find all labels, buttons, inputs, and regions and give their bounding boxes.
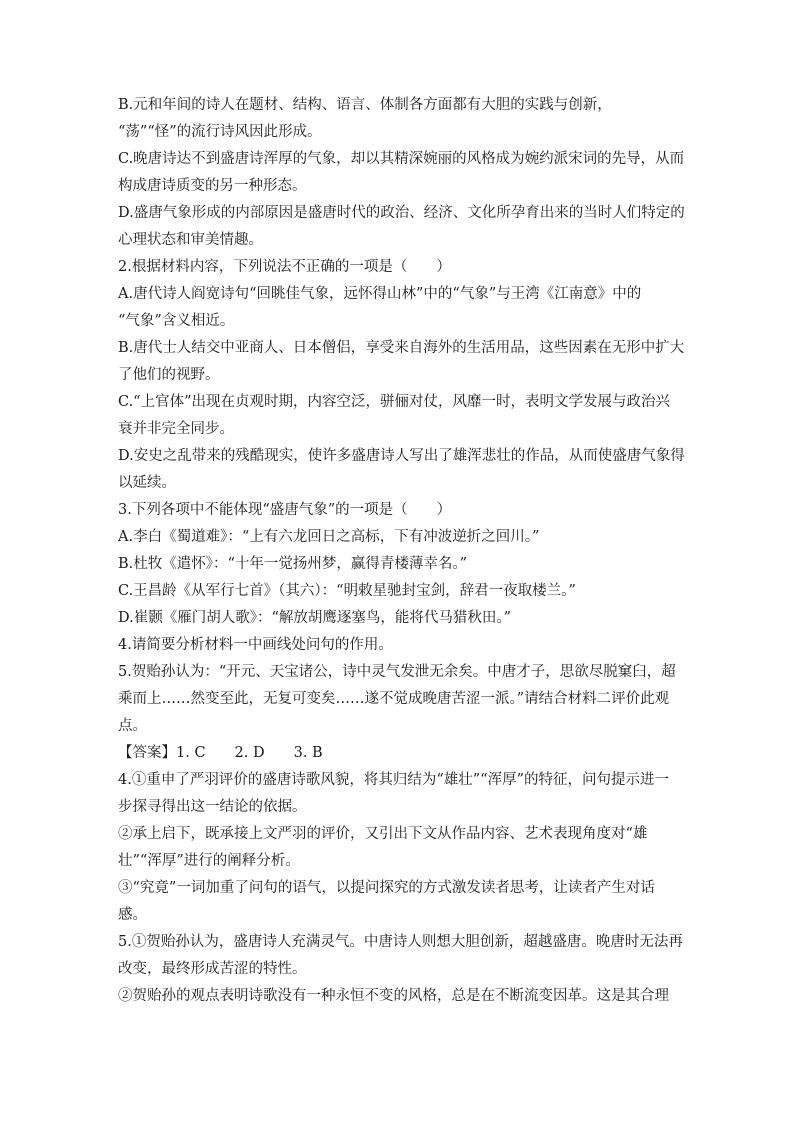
option-c-line-2: 构成唐诗质变的另一种形态。: [118, 178, 307, 194]
q2-option-b-line-1: B.唐代士人结交中亚商人、日本僧侣，享受来自海外的生活用品，这些因素在无形中扩大: [118, 340, 685, 356]
answer-4-point-2-line-2: 壮”“浑厚”进行的阐释分析。: [118, 853, 300, 869]
option-b-line-1: B.元和年间的诗人在题材、结构、语言、体制各方面都有大胆的实践与创新，: [118, 97, 612, 113]
q2-option-c-line-1: C.“上官体”出现在贞观时期，内容空泛，骈俪对仗，风靡一时，表明文学发展与政治兴: [118, 394, 671, 410]
answer-5-point-1-line-1: 5.①贺贻孙认为，盛唐诗人充满灵气。中唐诗人则想大胆创新，超越盛唐。晚唐时无法再: [118, 934, 683, 950]
option-b-line-2: “荡”“怪”的流行诗风因此形成。: [118, 124, 322, 140]
answer-key-line: 【答案】1. C 2. D 3. B: [118, 745, 323, 761]
q2-option-c-line-2: 衰并非完全同步。: [118, 421, 234, 437]
answer-4-point-1-line-1: 4.①重申了严羽评价的盛唐诗歌风貌，将其归结为“雄壮”“浑厚”的特征，问句提示进一: [118, 772, 669, 788]
question-5-line-1: 5.贺贻孙认为：“开元、天宝诸公，诗中灵气发泄无余矣。中唐才子，思欲尽脱窠臼，超: [118, 664, 676, 680]
answer-5-point-2-line-1: ②贺贻孙的观点表明诗歌没有一种永恒不变的风格，总是在不断流变因革。这是其合理: [118, 988, 669, 1004]
question-4-stem: 4.请简要分析材料一中画线处问句的作用。: [118, 637, 393, 653]
q3-option-a: A.李白《蜀道难》：“上有六龙回日之高标，下有冲波逆折之回川。”: [118, 529, 540, 545]
answer-4-point-3-line-2: 感。: [118, 907, 147, 923]
q3-option-c: C.王昌龄《从军行七首》（其六）：“明敕星驰封宝剑，辞君一夜取楼兰。”: [118, 583, 576, 599]
option-d-line-1: D.盛唐气象形成的内部原因是盛唐时代的政治、经济、文化所孕育出来的当时人们特定的: [118, 205, 685, 221]
answer-4-point-1-line-2: 步探寻得出这一结论的依据。: [118, 799, 307, 815]
q2-option-a-line-1: A.唐代诗人阎宽诗句“回眺佳气象，远怀得山林”中的“气象”与王湾《江南意》中的: [118, 286, 642, 302]
q2-option-a-line-2: “气象”含义相近。: [118, 313, 235, 329]
option-c-line-1: C.晚唐诗达不到盛唐诗浑厚的气象，却以其精深婉丽的风格成为婉约派宋词的先导，从而: [118, 151, 685, 167]
answer-5-point-1-line-2: 改变，最终形成苦涩的特性。: [118, 961, 307, 977]
q2-option-b-line-2: 了他们的视野。: [118, 367, 220, 383]
question-5-line-2: 乘而上……然变至此，无复可变矣……遂不觉成晚唐苦涩一派。”请结合材料二评价此观: [118, 691, 670, 707]
q2-option-d-line-1: D.安史之乱带来的残酷现实，使许多盛唐诗人写出了雄浑悲壮的作品，从而使盛唐气象得: [118, 448, 685, 464]
option-d-line-2: 心理状态和审美情趣。: [118, 232, 263, 248]
answer-4-point-2-line-1: ②承上启下，既承接上文严羽的评价，又引出下文从作品内容、艺术表现角度对“雄: [118, 826, 648, 842]
answer-4-point-3-line-1: ③“究竟”一词加重了问句的语气，以提问探究的方式激发读者思考，让读者产生对话: [118, 880, 655, 896]
q3-option-d: D.崔颢《雁门胡人歌》：“解放胡鹰逐塞鸟，能将代马猎秋田。”: [118, 610, 512, 626]
q3-option-b: B.杜牧《遣怀》：“十年一觉扬州梦，赢得青楼薄幸名。”: [118, 556, 468, 572]
q2-option-d-line-2: 以延续。: [118, 475, 176, 491]
question-5-line-3: 点。: [118, 718, 147, 734]
document-body: [118, 92, 685, 1010]
question-2-stem: 2.根据材料内容，下列说法不正确的一项是（ ）: [118, 259, 451, 275]
question-3-stem: 3.下列各项中不能体现“盛唐气象”的一项是（ ）: [118, 502, 452, 518]
